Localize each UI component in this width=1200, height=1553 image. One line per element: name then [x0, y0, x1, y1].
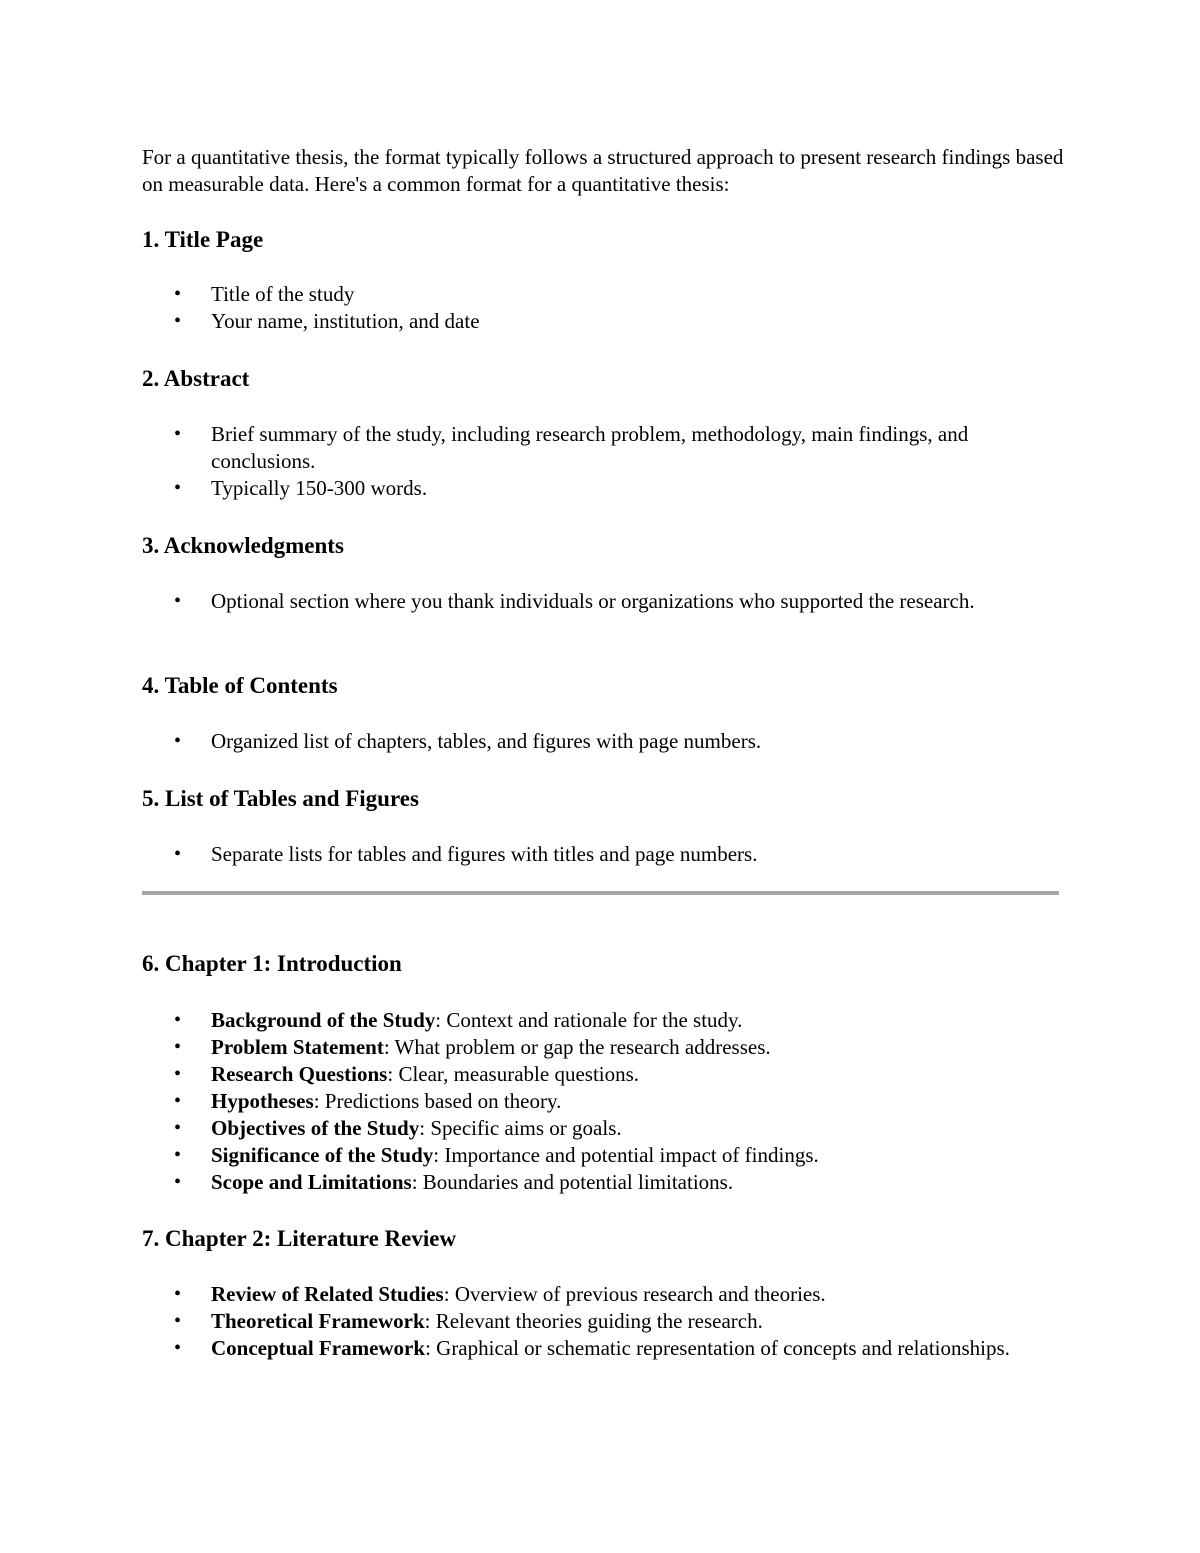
- bullet-icon: •: [174, 1337, 182, 1359]
- bullet-icon: •: [174, 1171, 182, 1193]
- bullet-icon: •: [174, 843, 182, 865]
- bullet-icon: •: [174, 590, 182, 612]
- section-heading-abstract: 2. Abstract: [142, 366, 250, 391]
- list-item-term: Hypotheses: [211, 1089, 314, 1113]
- horizontal-divider: [142, 891, 1059, 895]
- list-item: • Review of Related Studies: Overview of previous research and theories.: [174, 1282, 826, 1306]
- section-heading-chapter-2: 7. Chapter 2: Literature Review: [142, 1226, 457, 1251]
- bullet-icon: •: [174, 1283, 182, 1305]
- list-item: • Typically 150-300 words.: [174, 476, 428, 500]
- bullet-list-chapter-2: [142, 1281, 1042, 1362]
- bullet-icon: •: [174, 1090, 182, 1112]
- bullet-icon: •: [174, 1144, 182, 1166]
- list-item-term: Objectives of the Study: [211, 1116, 420, 1140]
- list-item-term: Problem Statement: [211, 1035, 384, 1059]
- intro-paragraph: For a quantitative thesis, the format typically follows a structured approach to present research findings based on measurable data. Here's a common format for a quantitative thesis:: [142, 145, 1064, 196]
- list-item: • Your name, institution, and date: [174, 309, 480, 333]
- list-item: • Significance of the Study: Importance and potential impact of findings.: [174, 1143, 819, 1167]
- section-heading-list-of-tables: 5. List of Tables and Figures: [142, 786, 419, 811]
- bullet-icon: •: [174, 423, 182, 445]
- list-item: • Research Questions: Clear, measurable questions.: [174, 1062, 640, 1086]
- list-item: • Conceptual Framework: Graphical or schematic representation of concepts and relationships.: [174, 1336, 1010, 1360]
- list-item: • Title of the study: [174, 282, 355, 306]
- bullet-icon: •: [174, 1117, 182, 1139]
- bullet-icon: •: [174, 730, 182, 752]
- list-item: • Separate lists for tables and figures with titles and page numbers.: [174, 842, 758, 866]
- list-item: • Organized list of chapters, tables, and figures with page numbers.: [174, 729, 762, 753]
- list-item: • Scope and Limitations: Boundaries and potential limitations.: [174, 1170, 734, 1194]
- bullet-icon: •: [174, 283, 182, 305]
- list-item-term: Scope and Limitations: [211, 1170, 412, 1194]
- list-item-term: Background of the Study: [211, 1008, 436, 1032]
- bullet-icon: •: [174, 1009, 182, 1031]
- list-item: • Theoretical Framework: Relevant theories guiding the research.: [174, 1309, 763, 1333]
- bullet-icon: •: [174, 477, 182, 499]
- list-item: • Background of the Study: Context and rationale for the study.: [174, 1008, 743, 1032]
- list-item-term: Review of Related Studies: [211, 1282, 444, 1306]
- bullet-icon: •: [174, 1063, 182, 1085]
- bullet-list-table-of-contents: [142, 728, 1042, 755]
- list-item: • Optional section where you thank individuals or organizations who supported the research.: [174, 589, 975, 613]
- list-item: • Brief summary of the study, including research problem, methodology, main findings, and conclusions.: [174, 422, 969, 473]
- bullet-list-abstract: [142, 421, 1042, 502]
- section-heading-title-page: 1. Title Page: [142, 227, 264, 252]
- list-item: • Hypotheses: Predictions based on theory.: [174, 1089, 562, 1113]
- section-heading-chapter-1: 6. Chapter 1: Introduction: [142, 951, 402, 976]
- bullet-list-acknowledgments: [142, 588, 1042, 615]
- list-item: • Objectives of the Study: Specific aims or goals.: [174, 1116, 622, 1140]
- bullet-list-list-of-tables: [142, 841, 1042, 868]
- list-item-term: Conceptual Framework: [211, 1336, 426, 1360]
- list-item-term: Theoretical Framework: [211, 1309, 425, 1333]
- bullet-list-title-page: [142, 281, 1042, 335]
- bullet-icon: •: [174, 310, 182, 332]
- list-item-term: Research Questions: [211, 1062, 388, 1086]
- list-item-term: Significance of the Study: [211, 1143, 434, 1167]
- bullet-icon: •: [174, 1310, 182, 1332]
- bullet-icon: •: [174, 1036, 182, 1058]
- bullet-list-chapter-1: [142, 1007, 1042, 1196]
- section-heading-table-of-contents: 4. Table of Contents: [142, 673, 338, 698]
- section-heading-acknowledgments: 3. Acknowledgments: [142, 533, 344, 558]
- list-item: • Problem Statement: What problem or gap the research addresses.: [174, 1035, 771, 1059]
